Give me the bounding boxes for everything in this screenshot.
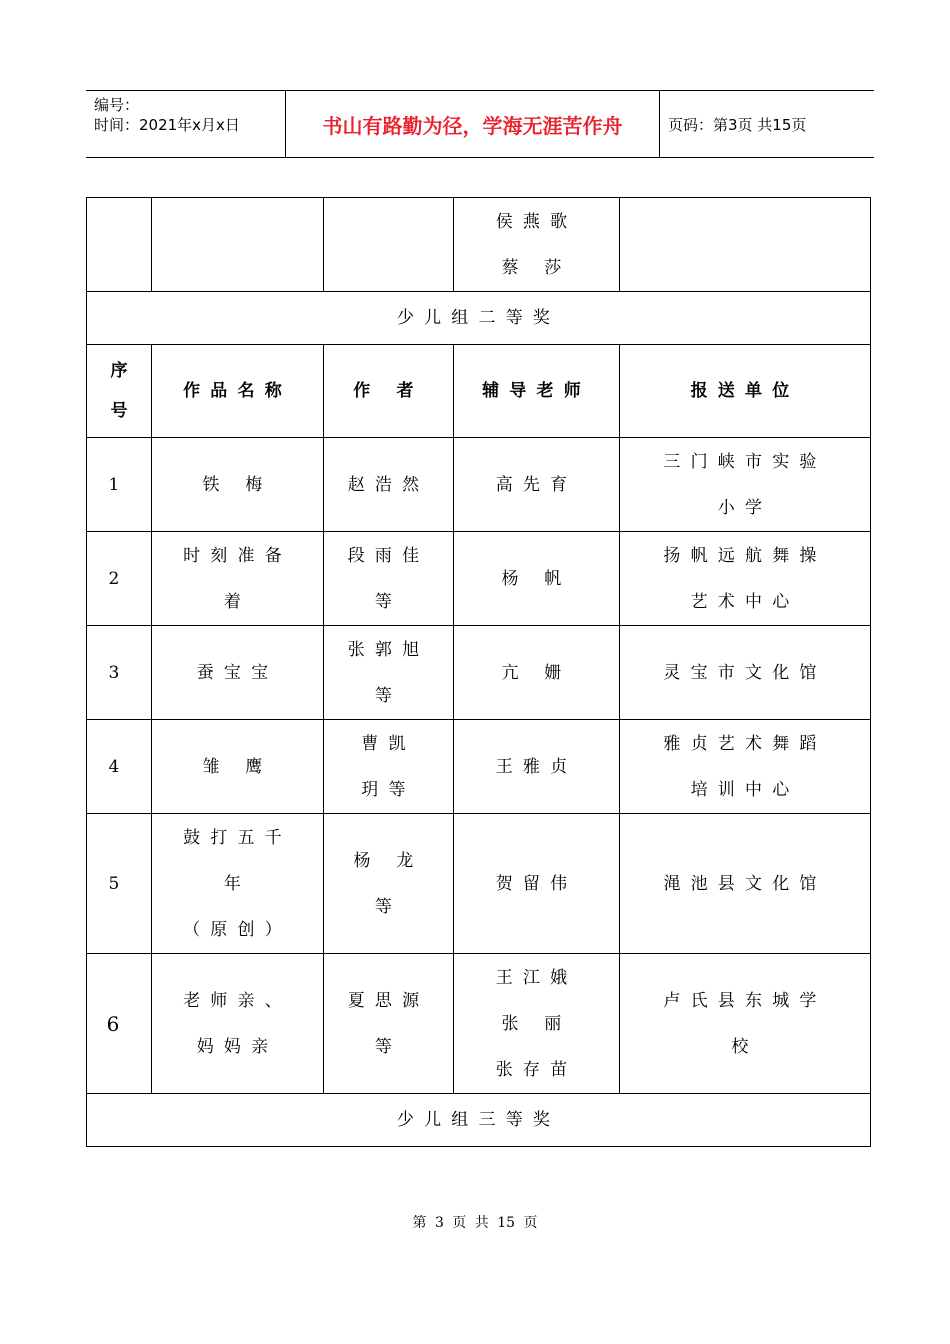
header-motto: 书山有路勤为径，学海无涯苦作舟 — [286, 91, 660, 157]
seq-cell: 2 — [87, 532, 152, 626]
title-cell-line: （原创） — [183, 919, 292, 940]
title-cell-line: 年 — [223, 873, 252, 894]
author-cell — [324, 954, 454, 1094]
author-cell-line: 曹凯 — [361, 733, 416, 754]
unit-cell-line: 雅贞艺术舞蹈 — [663, 733, 827, 754]
header-meta — [86, 91, 286, 157]
table-row — [87, 954, 871, 1094]
page-footer: 第 3 页 共 15 页 — [412, 1215, 538, 1231]
unit-cell-line: 校 — [731, 1036, 759, 1057]
unit-cell-line: 小学 — [717, 497, 773, 518]
author-cell-line: 夏思源 — [347, 990, 430, 1011]
author-cell — [324, 438, 454, 532]
teacher-cell — [454, 720, 620, 814]
unit-cell — [620, 720, 871, 814]
continued-seq-cell — [87, 198, 152, 292]
title-cell-line: 老师亲、 — [183, 990, 292, 1011]
title-cell — [152, 814, 324, 954]
teacher-cell — [454, 438, 620, 532]
unit-cell-line: 灵宝市文化馆 — [663, 662, 827, 683]
column-header-unit: 报送单位 — [620, 345, 871, 438]
teacher-cell-line: 贺留伟 — [495, 873, 578, 894]
header-page-label: 页码：第3页 共15页 — [668, 115, 807, 134]
teacher-cell-line: 张存苗 — [495, 1059, 578, 1080]
column-header-row — [87, 345, 871, 438]
column-header-author: 作 者 — [324, 345, 454, 438]
column-header-title: 作品名称 — [152, 345, 324, 438]
seq-cell: 1 — [87, 438, 152, 532]
author-cell-line: 张郭旭 — [347, 639, 430, 660]
continued-row — [87, 198, 871, 292]
seq-cell: 6 — [87, 954, 152, 1094]
title-cell-line: 着 — [223, 591, 252, 612]
teacher-cell-line: 王雅贞 — [495, 756, 578, 777]
unit-cell-line: 卢氏县东城学 — [663, 990, 827, 1011]
continued-author-cell — [324, 198, 454, 292]
author-cell — [324, 626, 454, 720]
author-cell-line: 玥等 — [361, 779, 416, 800]
author-cell-line: 段雨佳 — [347, 545, 430, 566]
column-header-seq-top: 序 — [110, 361, 128, 381]
column-header-seq — [87, 345, 152, 438]
teacher-cell-line: 高先育 — [495, 474, 578, 495]
teacher-cell — [454, 814, 620, 954]
title-cell — [152, 626, 324, 720]
title-cell-line: 铁 梅 — [202, 474, 273, 495]
author-cell — [324, 532, 454, 626]
continued-unit-cell — [620, 198, 871, 292]
time-label: 时间：2021年x月x日 — [94, 116, 240, 134]
unit-cell-line: 渑池县文化馆 — [663, 873, 827, 894]
author-cell-line: 等 — [374, 896, 403, 917]
teacher-cell-line: 亢 姗 — [501, 662, 572, 683]
continued-teacher-line: 侯燕歌 — [495, 211, 578, 232]
title-cell — [152, 720, 324, 814]
column-header-seq-bottom: 号 — [110, 401, 128, 421]
teacher-cell-line: 张 丽 — [501, 1013, 572, 1034]
teacher-cell-line: 杨 帆 — [501, 568, 572, 589]
section-title-second-prize: 少儿组二等奖 — [87, 292, 871, 345]
author-cell — [324, 814, 454, 954]
author-cell-line: 等 — [374, 1036, 403, 1057]
continued-teacher-line: 蔡 莎 — [501, 257, 572, 278]
section-row-second-prize — [87, 292, 871, 345]
section-row-third-prize — [87, 1094, 871, 1147]
unit-cell-line: 艺术中心 — [690, 591, 800, 612]
continued-teacher-cell — [454, 198, 620, 292]
title-cell-line: 妈妈亲 — [196, 1036, 279, 1057]
teacher-cell — [454, 954, 620, 1094]
author-cell-line: 赵浩然 — [347, 474, 430, 495]
author-cell-line: 等 — [374, 591, 403, 612]
unit-cell — [620, 532, 871, 626]
seq-cell: 4 — [87, 720, 152, 814]
title-cell-line: 时刻准备 — [183, 545, 292, 566]
code-label: 编号： — [94, 96, 140, 114]
section-title-third-prize: 少儿组三等奖 — [87, 1094, 871, 1147]
author-cell-line: 杨 龙 — [353, 850, 424, 871]
unit-cell — [620, 954, 871, 1094]
table-row — [87, 720, 871, 814]
author-cell-line: 等 — [374, 685, 403, 706]
unit-cell — [620, 438, 871, 532]
table-row — [87, 814, 871, 954]
seq-cell: 3 — [87, 626, 152, 720]
continued-title-cell — [152, 198, 324, 292]
title-cell — [152, 532, 324, 626]
seq-cell: 5 — [87, 814, 152, 954]
teacher-cell — [454, 532, 620, 626]
title-cell — [152, 438, 324, 532]
unit-cell — [620, 626, 871, 720]
table-row — [87, 438, 871, 532]
unit-cell-line: 扬帆远航舞操 — [663, 545, 827, 566]
teacher-cell — [454, 626, 620, 720]
unit-cell-line: 三门峡市实验 — [663, 451, 827, 472]
unit-cell — [620, 814, 871, 954]
title-cell-line: 雏 鹰 — [202, 756, 273, 777]
unit-cell-line: 培训中心 — [690, 779, 800, 800]
table-row — [87, 626, 871, 720]
column-header-teacher: 辅导老师 — [454, 345, 620, 438]
author-cell — [324, 720, 454, 814]
table-row — [87, 532, 871, 626]
title-cell-line: 鼓打五千 — [183, 827, 292, 848]
title-cell-line: 蚕宝宝 — [196, 662, 279, 683]
page-header — [86, 90, 874, 158]
teacher-cell-line: 王江娥 — [495, 967, 578, 988]
award-table — [86, 197, 871, 1147]
title-cell — [152, 954, 324, 1094]
